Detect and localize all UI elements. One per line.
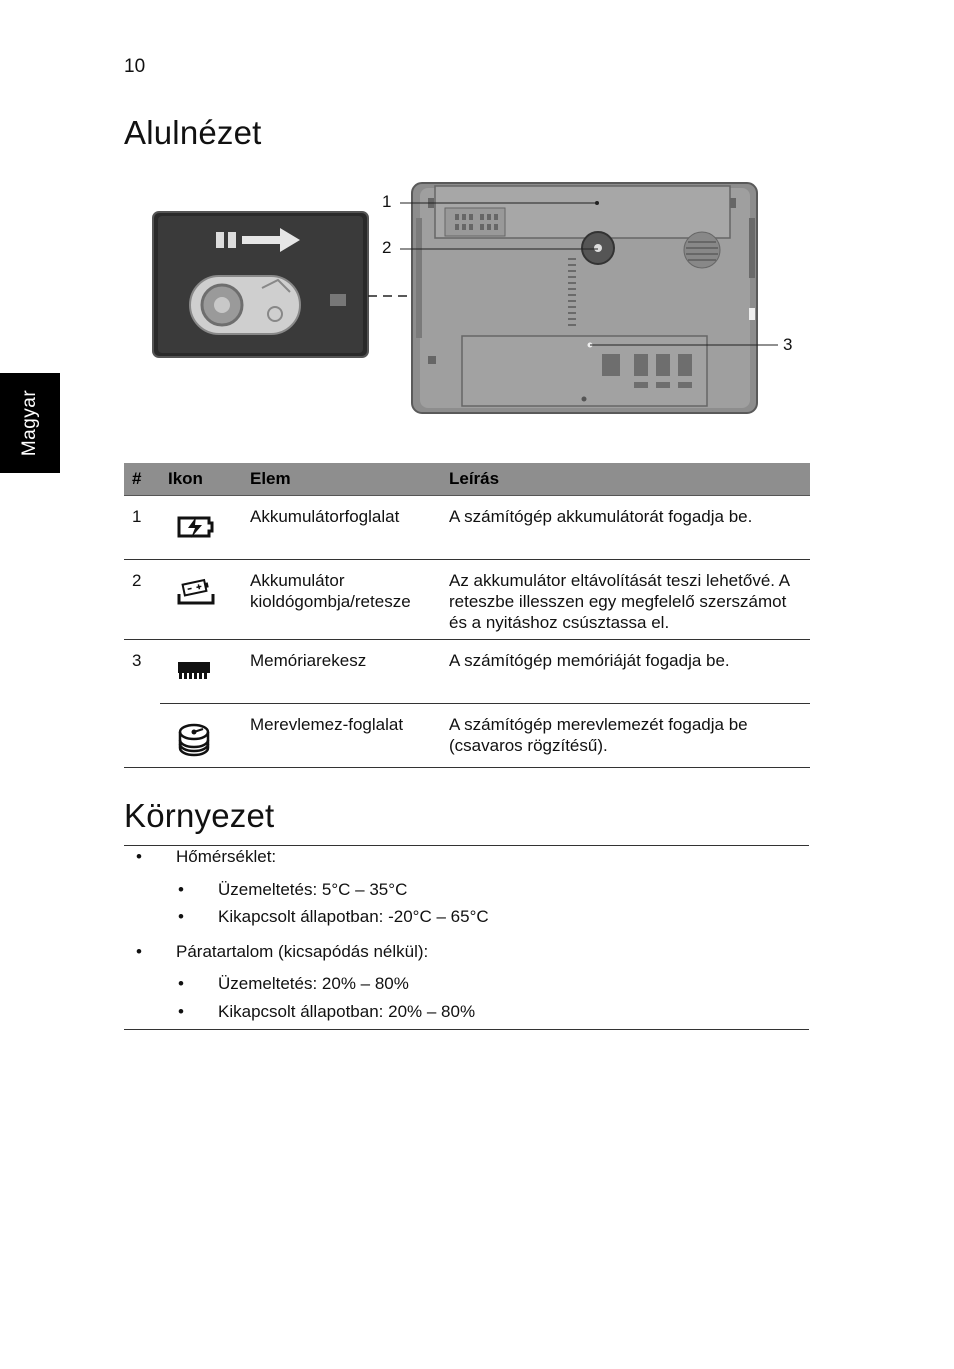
row-number: 3 <box>132 651 142 670</box>
header-description: Leírás <box>441 463 810 496</box>
list-item-label: Hőmérséklet: <box>176 847 277 866</box>
list-subitem-label: Kikapcsolt állapotban: -20°C – 65°C <box>218 907 489 926</box>
row-item: Akkumulátorfoglalat <box>242 496 441 560</box>
header-icon: Ikon <box>160 463 242 496</box>
header-number: # <box>124 463 160 496</box>
list-subitem-label: Üzemeltetés: 20% – 80% <box>218 974 409 993</box>
page-number: 10 <box>124 56 146 77</box>
row-description: A számítógép akkumulátorát fogadja be. <box>441 496 810 560</box>
battery-release-icon <box>160 560 242 640</box>
header-item: Elem <box>242 463 441 496</box>
list-subitem-label: Üzemeltetés: 5°C – 35°C <box>218 880 408 899</box>
bullet-dot: • <box>178 1002 184 1021</box>
list-subitem-label: Kikapcsolt állapotban: 20% – 80% <box>218 1002 476 1021</box>
callout-3: 3 <box>783 335 793 354</box>
row-number: 1 <box>124 496 160 560</box>
row-item: Akkumulátor kioldógombja/retesze <box>242 560 441 640</box>
row-item: Merevlemez-foglalat <box>242 704 441 768</box>
row-number <box>124 704 160 768</box>
bullet-dot: • <box>178 880 184 899</box>
section-bottom-rule <box>124 1029 809 1030</box>
row-item: Memóriarekesz <box>242 640 441 704</box>
section-title-alulnezet: Alulnézet <box>124 114 262 151</box>
components-table <box>124 463 810 768</box>
table-row <box>124 640 810 704</box>
table-header-row <box>124 463 810 496</box>
language-side-tab-label: Magyar <box>19 389 40 457</box>
row-description: Az akkumulátor eltávolítását teszi lehetővé. A reteszbe illesszen egy megfelelő szerszámot és a nyitáshoz csúsztassa el. <box>441 560 810 640</box>
row-description: A számítógép memóriáját fogadja be. <box>441 640 810 704</box>
section-title-kornyezet: Környezet <box>124 797 275 834</box>
hard-disk-icon <box>160 704 242 768</box>
callout-2: 2 <box>382 238 392 257</box>
language-side-tab <box>0 373 60 473</box>
row-number: 2 <box>124 560 160 640</box>
bullet-dot: • <box>136 942 142 961</box>
bullet-dot: • <box>136 847 142 866</box>
row-description: A számítógép merevlemezét fogadja be (csavaros rögzítésű). <box>441 704 810 768</box>
table-row <box>124 704 810 768</box>
table-row <box>124 496 810 560</box>
table-row <box>124 560 810 640</box>
bullet-dot: • <box>178 974 184 993</box>
battery-bay-icon <box>160 496 242 560</box>
laptop-bottom-view-figure <box>150 178 810 418</box>
callout-1: 1 <box>382 192 392 211</box>
list-item-label: Páratartalom (kicsapódás nélkül): <box>176 942 429 961</box>
bullet-dot: • <box>178 907 184 926</box>
memory-icon <box>160 640 242 704</box>
section-top-rule <box>124 845 809 846</box>
laptop-bottom-view-illustration <box>150 178 810 418</box>
